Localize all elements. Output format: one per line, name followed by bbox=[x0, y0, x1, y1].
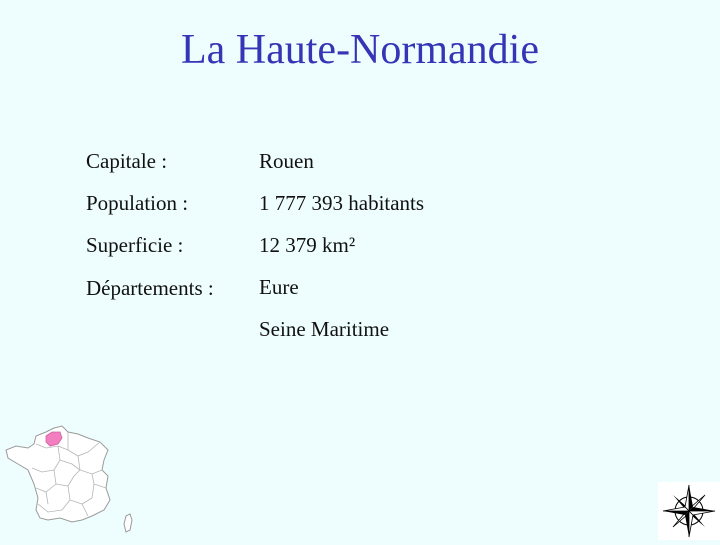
fact-label: Population : bbox=[86, 190, 189, 215]
corsica-outline bbox=[124, 514, 132, 532]
fact-value: 12 379 km² bbox=[259, 232, 356, 257]
fact-row-population bbox=[86, 182, 646, 224]
facts-list bbox=[86, 140, 646, 350]
compass-rose-icon bbox=[658, 482, 720, 540]
fact-value: 1 777 393 habitants bbox=[259, 190, 425, 215]
department-item: Seine Maritime bbox=[259, 317, 390, 341]
fact-label: Capitale : bbox=[86, 148, 168, 173]
france-regions-map-icon bbox=[2, 418, 142, 536]
fact-label: Superficie : bbox=[86, 232, 184, 257]
department-item: Eure bbox=[259, 275, 299, 299]
fact-label: Départements : bbox=[86, 276, 214, 300]
department-list bbox=[259, 266, 389, 350]
page-title: La Haute-Normandie bbox=[180, 27, 539, 73]
fact-row-area bbox=[86, 224, 646, 266]
fact-row-departments bbox=[86, 266, 646, 350]
fact-value: Rouen bbox=[259, 148, 314, 173]
fact-row-capital bbox=[86, 140, 646, 182]
